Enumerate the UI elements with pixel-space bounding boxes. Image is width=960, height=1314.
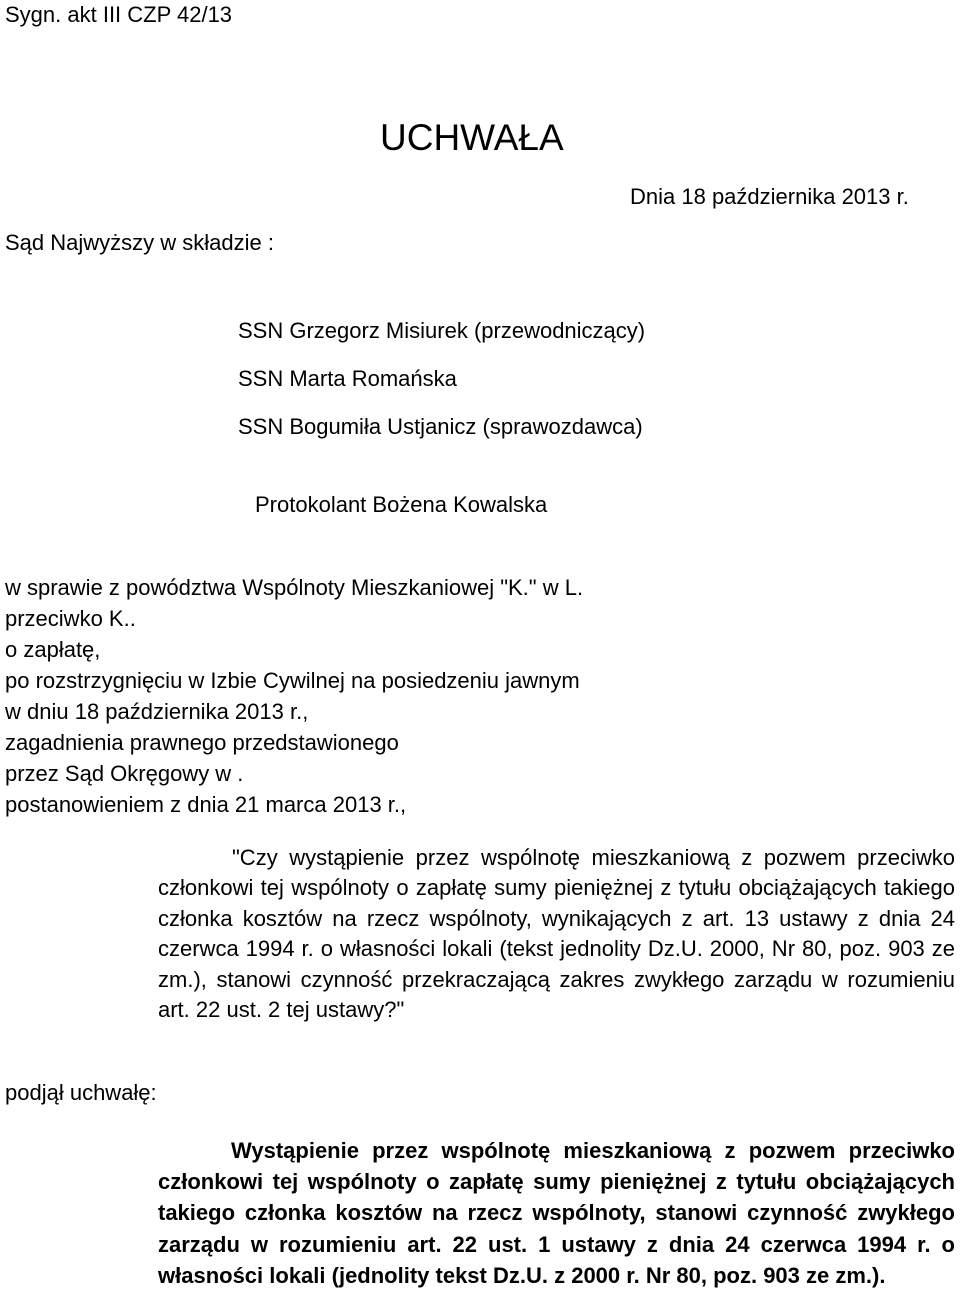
resolution-date: Dnia 18 października 2013 r.: [630, 184, 909, 209]
judges-list: [238, 318, 645, 462]
case-line: przez Sąd Okręgowy w .: [5, 761, 244, 786]
case-line: zagadnienia prawnego przedstawionego: [5, 730, 399, 755]
judge-member: SSN Marta Romańska: [238, 366, 457, 391]
resolution-text: Wystąpienie przez wspólnotę mieszkaniową z pozwem przeciwko członkowi tej wspólnoty o zapłatę sumy pieniężnej z tytułu obciążających takiego członka kosztów na rzecz wspólnoty, stanowi czynność zwykłego zarządu w rozumieniu art. 22 ust. 1 ustawy z dnia 24 czerwca 1994 r. o własności lokali (jednolity tekst Dz.U. z 2000 r. Nr 80, poz. 903 ze zm.).: [158, 1138, 955, 1288]
judge-rapporteur: SSN Bogumiła Ustjanicz (sprawozdawca): [238, 414, 643, 439]
case-description: [5, 575, 583, 823]
case-signature: Sygn. akt III CZP 42/13: [5, 2, 233, 27]
case-line: przeciwko K..: [5, 606, 136, 631]
judge-presiding: SSN Grzegorz Misiurek (przewodniczący): [238, 318, 646, 343]
case-line: postanowieniem z dnia 21 marca 2013 r.,: [5, 792, 407, 817]
case-line: po rozstrzygnięciu w Izbie Cywilnej na posiedzeniu jawnym: [5, 668, 580, 693]
case-line: w sprawie z powództwa Wspólnoty Mieszkaniowej "K." w L.: [5, 575, 584, 600]
resolution-label: podjął uchwałę:: [5, 1080, 157, 1105]
case-line: o zapłatę,: [5, 637, 101, 662]
case-line: w dniu 18 października 2013 r.,: [5, 699, 309, 724]
document-title: UCHWAŁA: [380, 117, 564, 158]
legal-question: [158, 843, 955, 1025]
court-composition-label: Sąd Najwyższy w składzie :: [5, 230, 274, 255]
legal-question-text: "Czy wystąpienie przez wspólnotę mieszkaniową z pozwem przeciwko członkowi tej wspólnoty o zapłatę sumy pieniężnej z tytułu obciążających takiego członka kosztów na rzecz wspólnoty, wynikających z art. 13 ustawy z dnia 24 czerwca 1994 r. o własności lokali (tekst jednolity Dz.U. 2000, Nr 80, poz. 903 ze zm.), stanowi czynność przekraczającą zakres zwykłego zarządu w rozumieniu art. 22 ust. 2 tej ustawy?": [158, 845, 955, 1023]
resolution-text-block: [158, 1135, 955, 1291]
court-clerk: Protokolant Bożena Kowalska: [255, 492, 548, 517]
